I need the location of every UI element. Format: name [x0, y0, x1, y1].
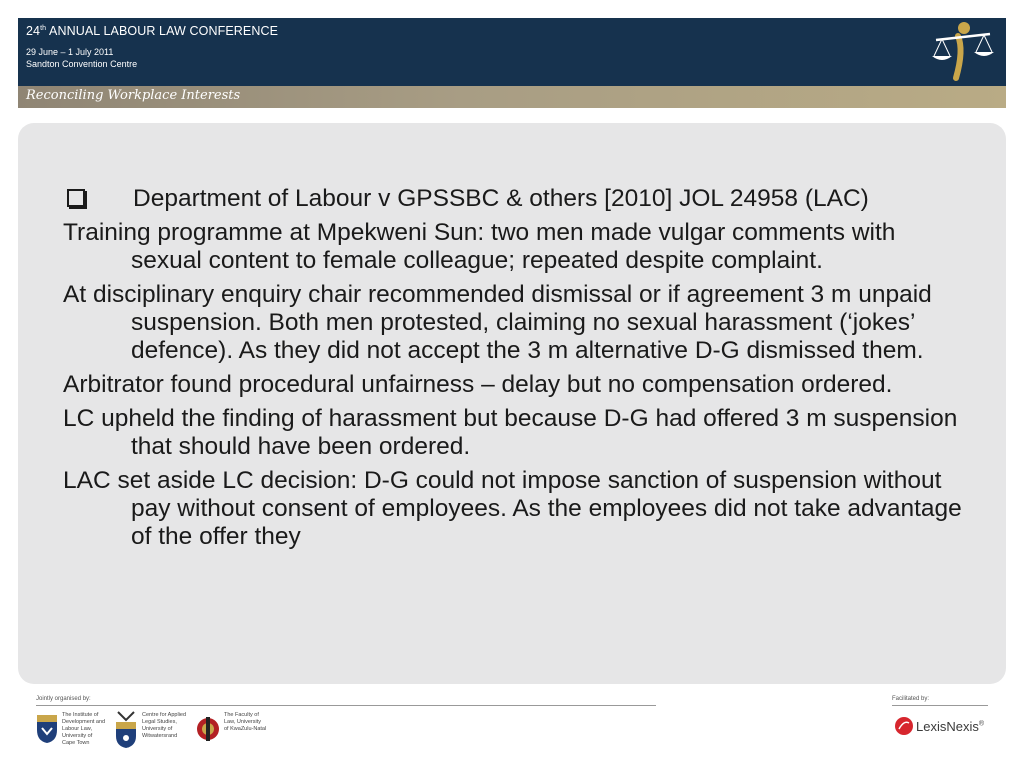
tagline-bar — [18, 86, 1006, 108]
wits-crest-icon — [114, 710, 138, 750]
case-heading-text: Department of Labour v GPSSBC & others [2010] JOL 24958 (LAC) — [133, 185, 869, 212]
ukzn-crest-icon — [196, 714, 220, 744]
paragraph-4: LC upheld the finding of harassment but because D-G had offered 3 m suspension that should have been ordered. — [63, 405, 958, 460]
footer-divider-right — [892, 705, 988, 706]
paragraph-3: Arbitrator found procedural unfairness – delay but no compensation ordered. — [63, 371, 893, 398]
slide-body — [63, 185, 963, 557]
facilitated-by-label: Facilitated by: — [892, 696, 930, 702]
org-wits: Centre for Applied Legal Studies, University of Witwatersrand — [142, 712, 187, 739]
uct-crest-icon — [36, 714, 58, 744]
org-uct: The Institute of Development and Labour Law, University of Cape Town — [62, 712, 106, 746]
org-ukzn: The Faculty of Law, University of KwaZulu-Natal — [224, 712, 267, 732]
footer-divider-left — [36, 705, 656, 706]
case-heading — [63, 185, 963, 213]
conference-title: 24th ANNUAL LABOUR LAW CONFERENCE — [26, 24, 279, 38]
conference-venue: Sandton Convention Centre — [26, 59, 138, 69]
paragraph-1: Training programme at Mpekweni Sun: two men made vulgar comments with sexual content to female colleague; repeated despite complaint. — [63, 219, 896, 274]
conference-header — [18, 18, 1006, 86]
jointly-organised-label: Jointly organised by: — [36, 696, 91, 702]
paragraph-5: LAC set aside LC decision: D-G could not impose sanction of suspension without pay without consent of employees. As the employees did not take advantage of the offer they — [63, 467, 962, 550]
lexisnexis-icon — [894, 716, 914, 736]
slide-content-panel — [18, 123, 1006, 684]
lexisnexis-logo: LexisNexis® — [894, 716, 914, 741]
paragraph-2: At disciplinary enquiry chair recommended dismissal or if agreement 3 m unpaid suspension. Both men protested, claiming no sexual harassment (‘jokes’ defence). As they did not accept the 3 m alternative D-G dismissed them. — [63, 281, 932, 364]
conference-dates: 29 June – 1 July 2011 — [26, 47, 114, 57]
checkbox-bullet-icon — [67, 189, 85, 207]
tagline: Reconciling Workplace Interests — [26, 88, 241, 103]
scales-of-justice-logo — [928, 20, 998, 84]
